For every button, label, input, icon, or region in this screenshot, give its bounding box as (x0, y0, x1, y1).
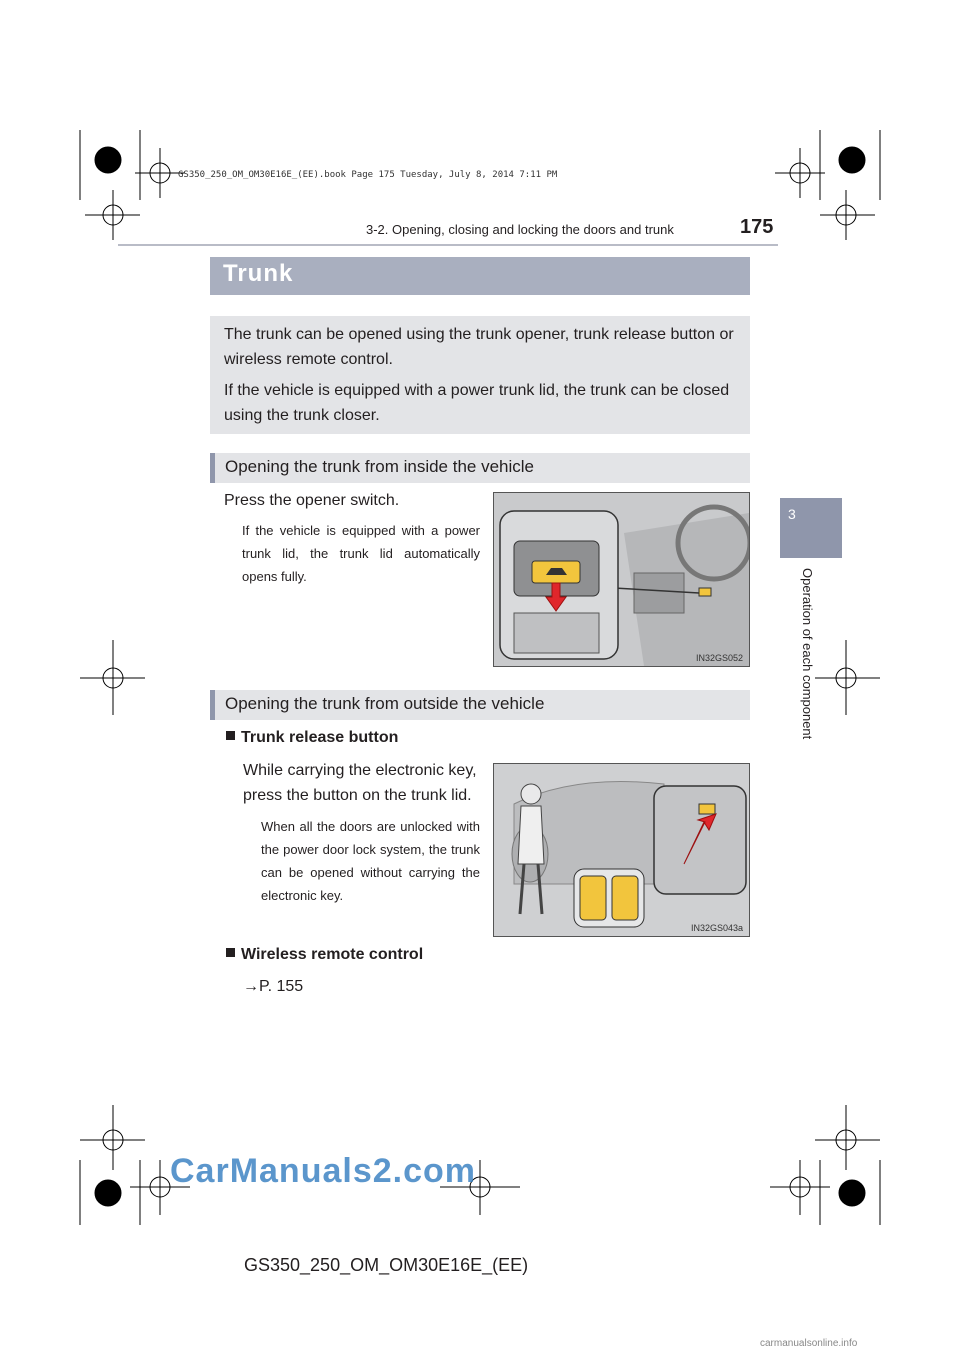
figure-opener-switch (493, 492, 750, 667)
intro-paragraph-1: The trunk can be opened using the trunk opener, trunk release button or wireless remote control. (224, 326, 734, 368)
bullet-wireless-remote (226, 946, 423, 964)
bullet-trunk-release-label: Trunk release button (241, 729, 399, 746)
page-number: 175 (740, 216, 774, 238)
figure-code-inside: IN32GS052 (695, 653, 743, 663)
section-heading-inside-text: Opening the trunk from inside the vehicle (225, 457, 535, 476)
section-heading-outside (210, 690, 750, 720)
watermark-logo: CarManuals2.com (170, 1152, 476, 1190)
bullet-wireless-remote-label: Wireless remote control (241, 946, 424, 963)
footer-code: GS350_250_OM_OM30E16E_(EE) (244, 1255, 529, 1275)
page-title: Trunk (223, 260, 294, 287)
bullet-trunk-release-button (226, 729, 398, 747)
inside-instruction: Press the opener switch. (224, 492, 400, 509)
inside-note: If the vehicle is equipped with a power trunk lid, the trunk lid automatically opens fully. (242, 523, 480, 584)
chapter-number: 3 (788, 506, 796, 522)
print-header: GS350_250_OM_OM30E16E_(EE).book Page 175 Tuesday, July 8, 2014 7:11 PM (178, 170, 558, 180)
release-instruction: While carrying the electronic key, press the button on the trunk lid. (243, 762, 477, 804)
release-note: When all the doors are unlocked with the power door lock system, the trunk can be opened without carrying the electronic key. (261, 819, 480, 903)
section-heading-inside (210, 453, 750, 483)
site-url: carmanualsonline.info (760, 1338, 858, 1349)
bullet-square-icon (226, 948, 235, 957)
opener-switch-illustration (494, 493, 749, 666)
figure-code-outside: IN32GS043a (690, 923, 743, 933)
intro-paragraph-2: If the vehicle is equipped with a power trunk lid, the trunk can be closed using the trunk closer. (224, 382, 730, 424)
trunk-release-illustration (494, 764, 749, 936)
section-heading-outside-text: Opening the trunk from outside the vehicle (225, 694, 545, 713)
running-section-title: 3-2. Opening, closing and locking the doors and trunk (366, 222, 674, 237)
bullet-square-icon (226, 731, 235, 740)
header-rule (118, 244, 778, 246)
chapter-title: Operation of each component (800, 568, 815, 740)
figure-trunk-release (493, 763, 750, 937)
page-reference-link[interactable]: →P. 155 (243, 978, 304, 995)
